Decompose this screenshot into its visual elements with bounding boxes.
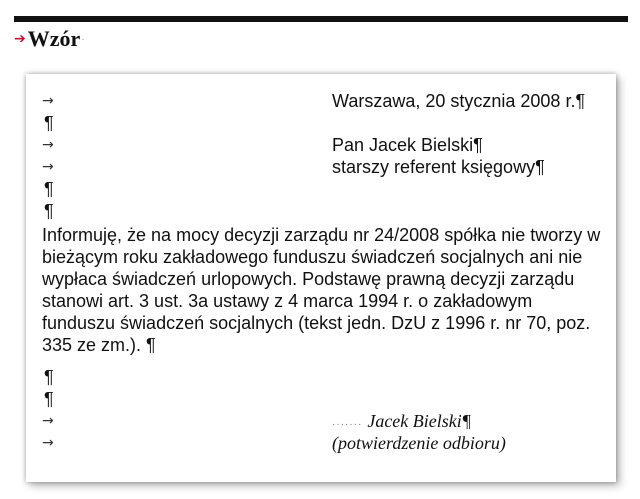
tab-arrow-icon: → — [42, 159, 54, 175]
tab-arrow-icon: → — [42, 93, 54, 109]
recipient-title: starszy referent księgowy¶ — [332, 157, 545, 177]
top-rule — [14, 16, 628, 22]
arrow-icon: ➔ — [14, 31, 26, 47]
date-line: Warszawa, 20 stycznia 2008 r.¶ — [332, 91, 586, 111]
document-page — [26, 74, 616, 482]
signature-note: (potwierdzenie odbioru) — [332, 433, 506, 453]
heading-dot: · — [81, 33, 85, 45]
section-heading — [14, 26, 85, 52]
body-paragraph: Informuję, że na mocy decyzji zarządu nr 24/2008 spółka nie tworzy w bieżącym roku zakładowego funduszu świadczeń socjalnych ani nie wypłaca świadczeń urlopowych. Podstawę prawną decyzji zarządu stanowi art. 3 ust. 3a ustawy z 4 marca 1994 r. o zakładowym funduszu świadczeń socjalnych (tekst jedn. DzU z 1996 r. nr 70, poz. 335 ze zm.). ¶ — [42, 225, 601, 355]
signature-name: Jacek Bielski¶ — [367, 411, 472, 431]
recipient-name: Pan Jacek Bielski¶ — [332, 135, 483, 155]
tab-arrow-icon: → — [42, 137, 54, 153]
tab-arrow-icon: → — [42, 435, 54, 451]
empty-paragraph: ¶ — [44, 201, 54, 221]
empty-paragraph: ¶ — [44, 389, 54, 409]
empty-paragraph: ¶ — [44, 179, 54, 199]
empty-paragraph: ¶ — [44, 113, 54, 133]
signature-dots: ······· — [332, 419, 363, 430]
tab-arrow-icon: → — [42, 413, 54, 429]
heading-title: Wzór — [27, 26, 81, 51]
empty-paragraph: ¶ — [44, 367, 54, 387]
